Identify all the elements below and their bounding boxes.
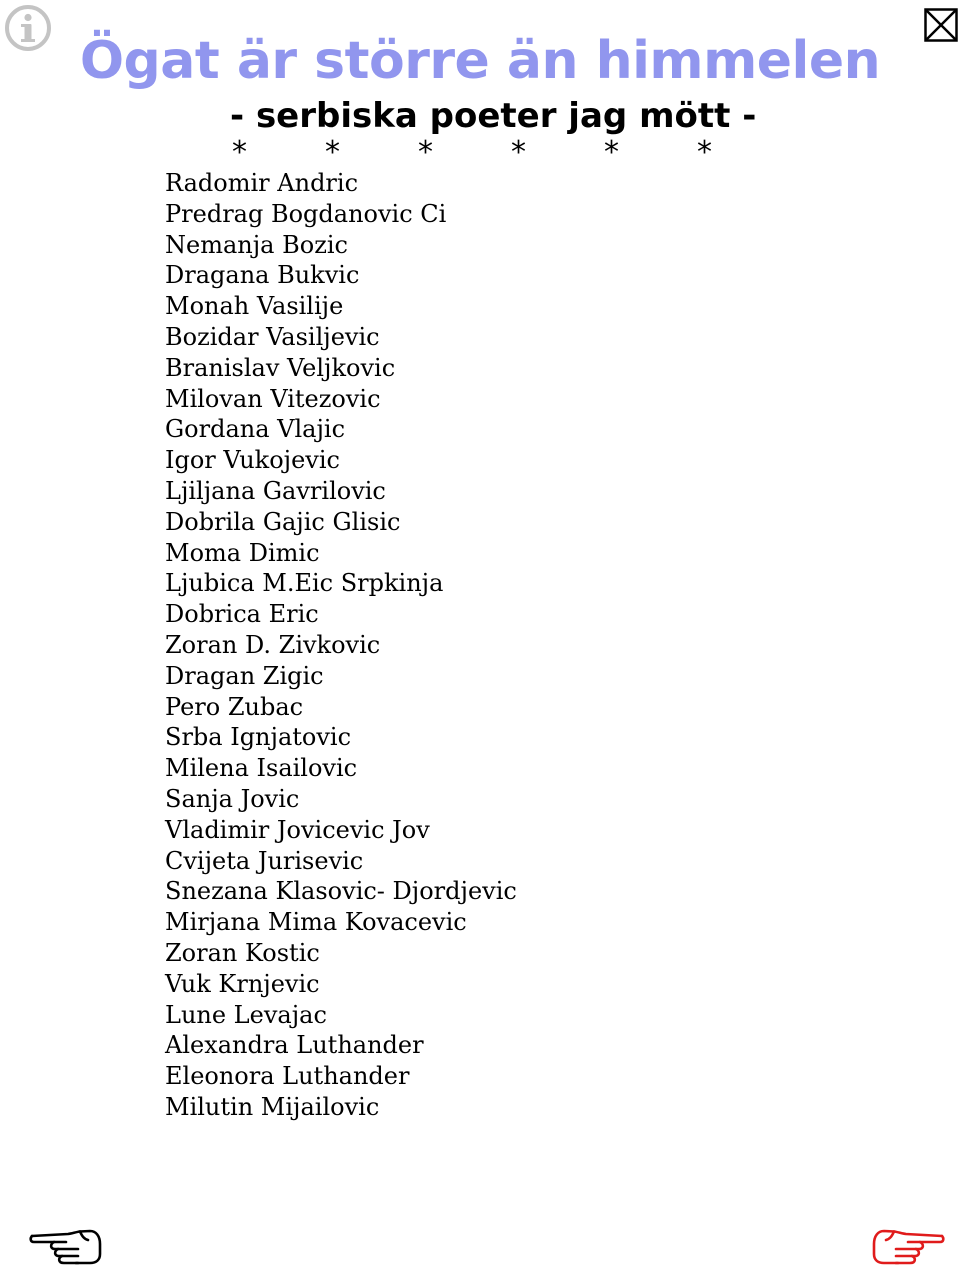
poet-link[interactable]: Sanja Jovic (165, 784, 300, 813)
poet-link[interactable]: Dobrica Eric (165, 600, 319, 629)
poet-link[interactable]: Lune Levajac (165, 1000, 327, 1029)
poet-link[interactable]: Alexandra Luthander (165, 1031, 424, 1060)
poet-link[interactable]: Monah Vasilije (165, 292, 344, 321)
poet-link[interactable]: Nemanja Bozic (165, 230, 348, 259)
poet-link[interactable]: Snezana Klasovic- Djordjevic (165, 877, 517, 906)
poet-link[interactable]: Branislav Veljkovic (165, 353, 396, 382)
star-separator: * (232, 135, 247, 170)
poet-link[interactable]: Vuk Krnjevic (165, 969, 320, 998)
poet-link[interactable]: Radomir Andric (165, 169, 359, 197)
poet-link[interactable]: Ljiljana Gavrilovic (165, 476, 386, 505)
poet-link[interactable]: Predrag Bogdanovic Ci (165, 199, 447, 228)
page-title: Ögat är större än himmelen (79, 31, 881, 91)
poet-link[interactable]: Igor Vukojevic (165, 446, 340, 475)
poet-link[interactable]: Eleonora Luthander (165, 1062, 410, 1091)
poet-link[interactable]: Cvijeta Jurisevic (165, 846, 364, 875)
poet-link[interactable]: Zoran D. Zivkovic (165, 630, 381, 659)
poet-link[interactable]: Mirjana Mima Kovacevic (165, 908, 467, 937)
poet-link[interactable]: Vladimir Jovicevic Jov (165, 815, 430, 844)
poet-link[interactable]: Pero Zubac (165, 692, 304, 721)
page-subtitle: - serbiska poeter jag mött - (230, 96, 757, 136)
poet-link[interactable]: Gordana Vlajic (165, 415, 346, 444)
poet-list (165, 168, 517, 1123)
poet-link[interactable]: Ljubica M.Eic Srpkinja (165, 569, 444, 598)
poet-link[interactable]: Srba Ignjatovic (165, 723, 352, 752)
poet-link[interactable]: Milena Isailovic (165, 754, 358, 783)
poet-link[interactable]: Dobrila Gajic Glisic (165, 507, 401, 536)
poet-link[interactable]: Bozidar Vasiljevic (165, 322, 380, 351)
poet-link[interactable]: Dragan Zigic (165, 661, 324, 690)
poet-link[interactable]: Zoran Kostic (165, 938, 320, 967)
poet-link[interactable]: Moma Dimic (165, 538, 320, 567)
star-separator: * (604, 135, 619, 170)
star-separator: * (697, 135, 712, 170)
prev-page-button[interactable] (28, 1222, 104, 1266)
next-page-button[interactable] (870, 1222, 946, 1266)
hand-pointing-right-icon (870, 1222, 946, 1266)
poet-link[interactable]: Dragana Bukvic (165, 261, 360, 290)
star-divider (232, 135, 790, 170)
poet-link[interactable]: Milutin Mijailovic (165, 1092, 380, 1121)
hand-pointing-left-icon (28, 1222, 104, 1266)
poet-link[interactable]: Milovan Vitezovic (165, 384, 381, 413)
star-separator: * (511, 135, 526, 170)
star-separator: * (418, 135, 433, 170)
star-separator: * (325, 135, 340, 170)
